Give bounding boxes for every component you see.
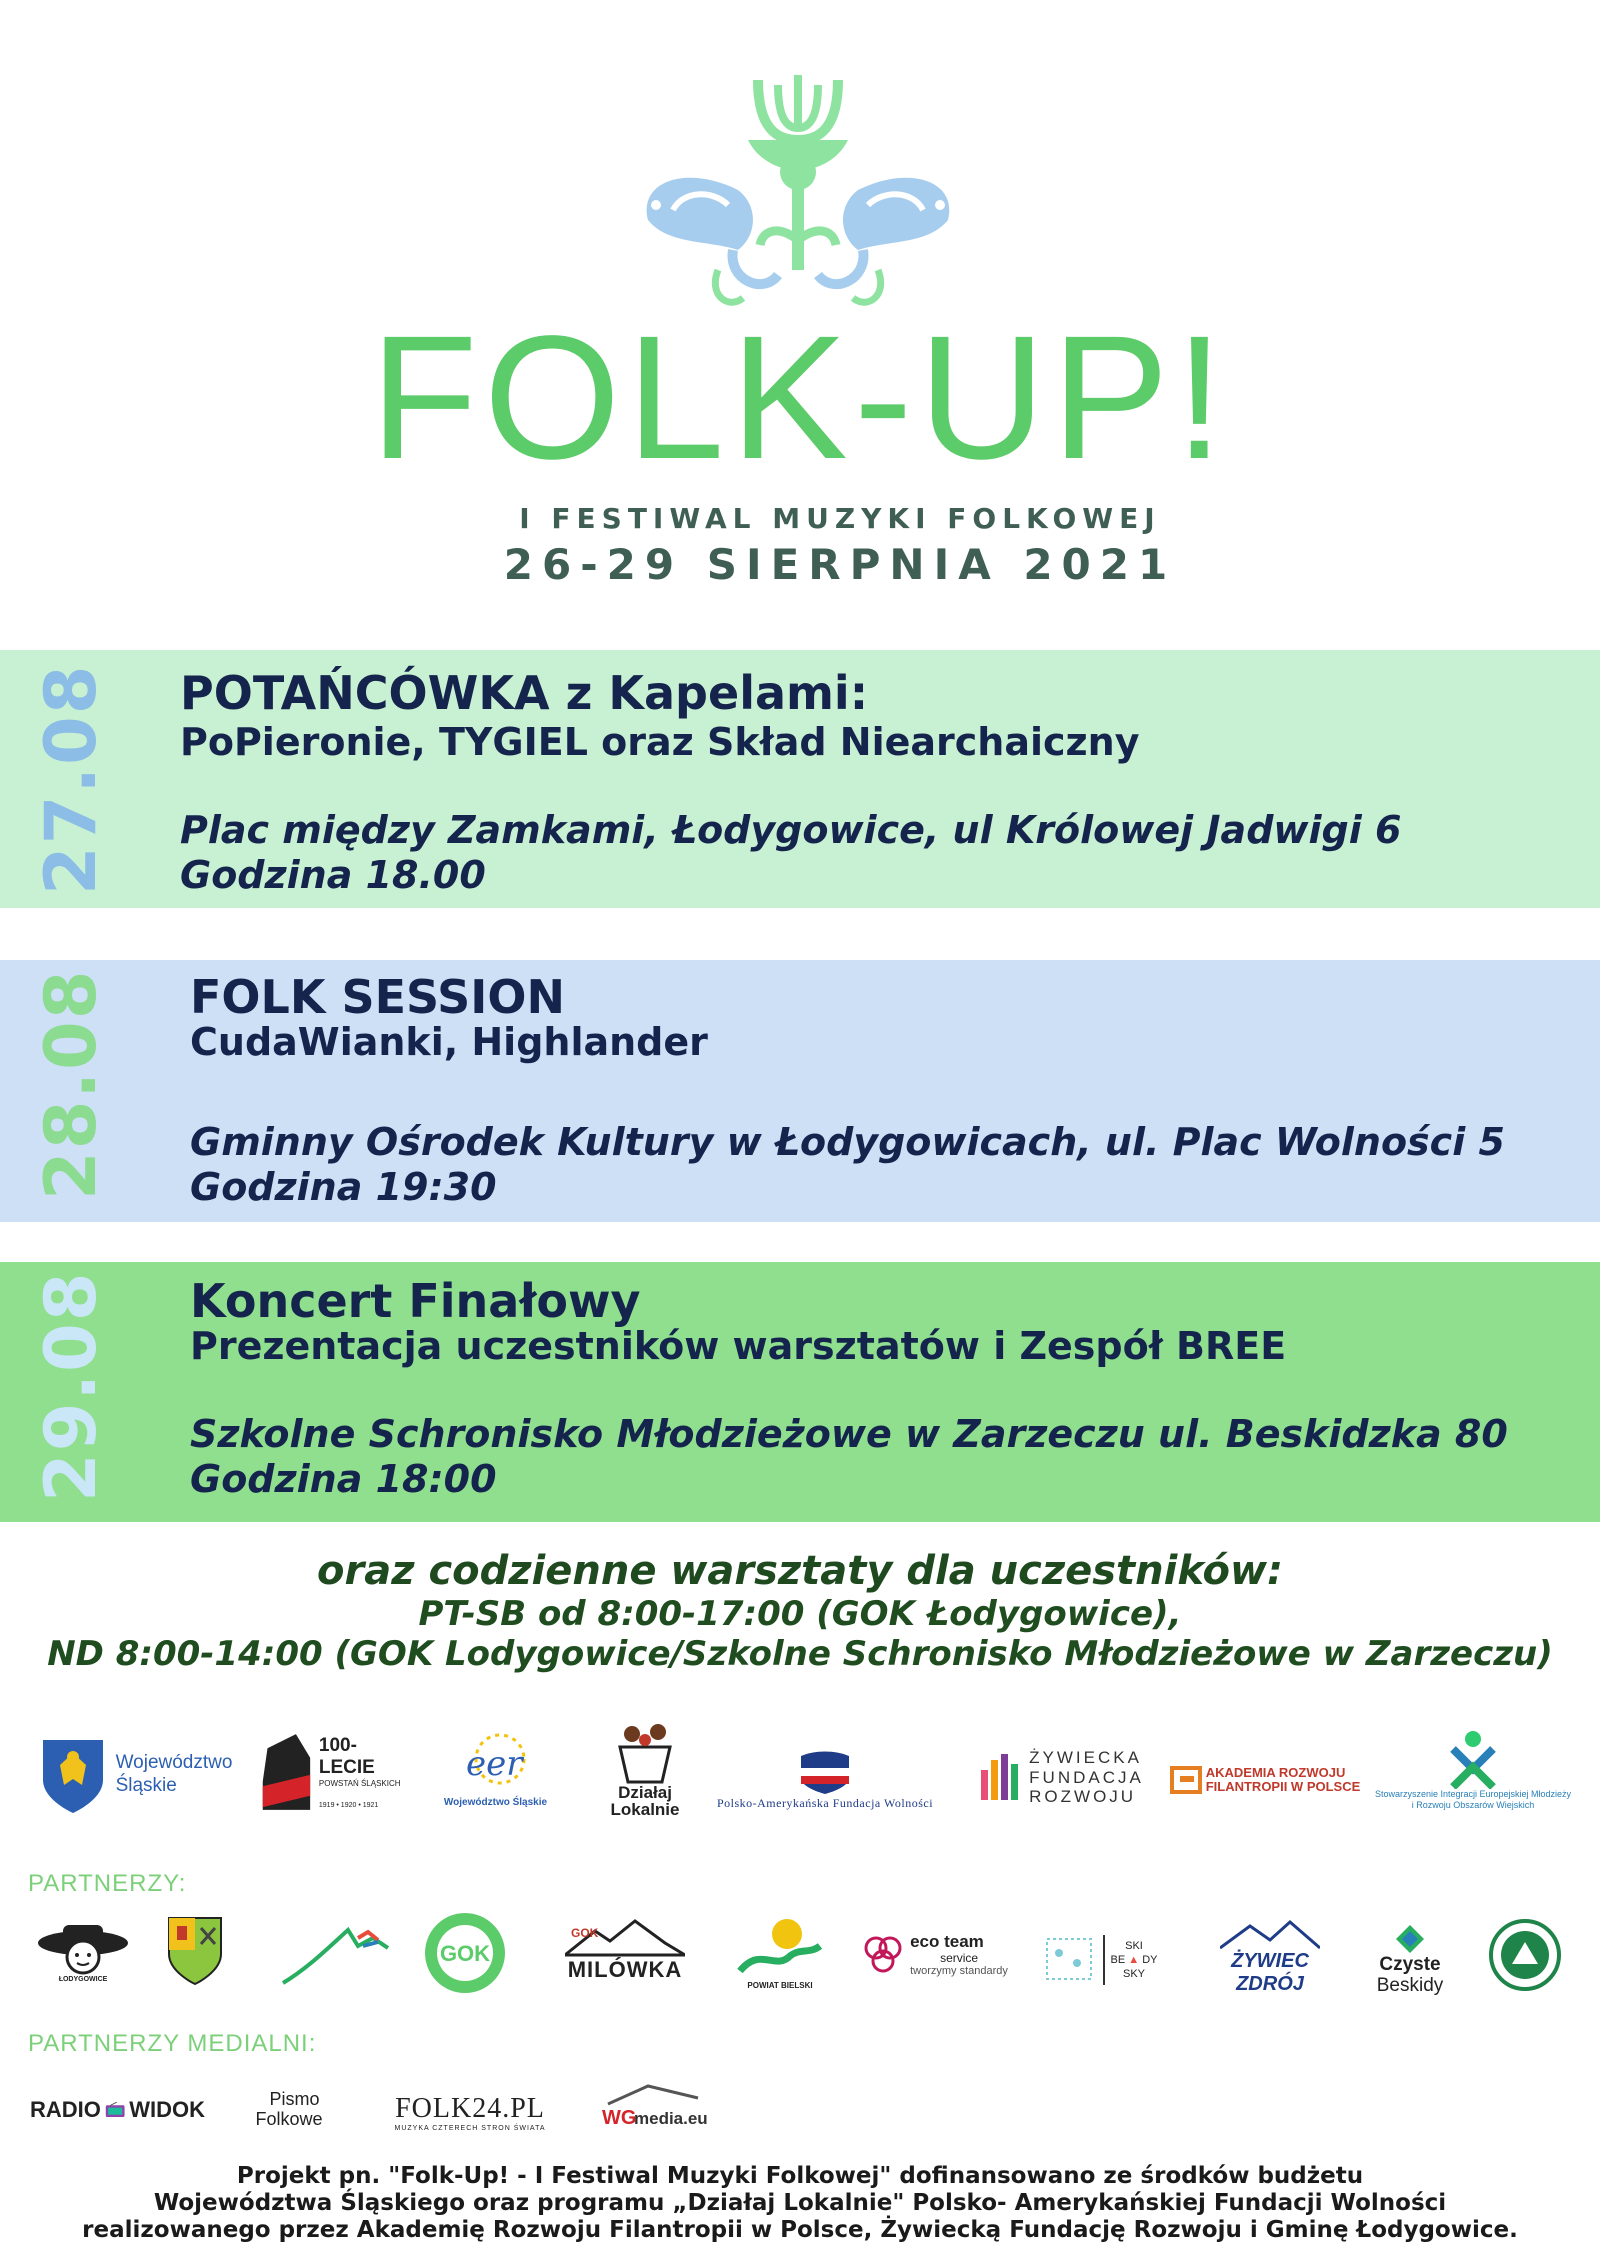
media-partners-label: PARTNERZY MEDIALNI: bbox=[28, 2030, 317, 2057]
logo-years: 1919 • 1920 • 1921 bbox=[318, 1802, 379, 1809]
logo-text: AKADEMIA ROZWOJU bbox=[1205, 1764, 1346, 1780]
logo-text: FILANTROPII W POLSCE bbox=[1205, 1779, 1361, 1794]
logo-text: Pismo bbox=[269, 2089, 320, 2110]
event-band-3 bbox=[0, 1262, 1600, 1522]
event-time: Godzina 19:30 bbox=[190, 1165, 497, 1209]
festival-subtitle: I FESTIWAL MUZYKI FOLKOWEJ bbox=[519, 502, 1161, 535]
logo-text: ŻYWIECKA bbox=[1029, 1748, 1142, 1768]
logo-text: RADIO bbox=[30, 2097, 101, 2122]
event-time: Godzina 18.00 bbox=[180, 853, 486, 897]
radio-icon bbox=[105, 2090, 125, 2130]
event-performers: CudaWianki, Highlander bbox=[190, 1020, 708, 1064]
logo-text: MILÓWKA bbox=[567, 1957, 683, 1982]
logo-text bbox=[1525, 1955, 1526, 1956]
logo-text: FUNDACJA bbox=[1029, 1767, 1144, 1787]
logo-text: DY bbox=[1142, 1953, 1158, 1966]
event-performers: PoPieronie, TYGIEL oraz Skład Niearchaiczny bbox=[180, 720, 1140, 764]
sun-hills-icon bbox=[735, 1916, 825, 1981]
logo-text: Działaj bbox=[618, 1782, 672, 1802]
logo-divider bbox=[1103, 1935, 1105, 1985]
workshops-schedule-weekdays: PT-SB od 8:00-17:00 (GOK Łodygowice), bbox=[418, 1594, 1182, 1634]
folk24-logo bbox=[385, 2085, 555, 2140]
sieroow-logo bbox=[1368, 1715, 1578, 1825]
logo-text: SKI bbox=[1125, 1939, 1143, 1952]
folk-ornament-icon bbox=[628, 70, 968, 310]
footer-line-1: Projekt pn. "Folk-Up! - I Festiwal Muzyki Folkowej" dofinansowano ze środków budżetu bbox=[236, 2163, 1364, 2189]
wojewodztwo-slaskie-logo bbox=[30, 1730, 240, 1820]
partners-label: PARTNERZY: bbox=[28, 1870, 187, 1897]
eco-knot-icon bbox=[862, 1934, 904, 1976]
workshops-title: oraz codzienne warsztaty dla uczestników: bbox=[317, 1548, 1283, 1594]
lasy-panstwowe-logo bbox=[1485, 1915, 1565, 1995]
eer-stars-icon bbox=[456, 1727, 536, 1797]
logo-text: ŁODYGOWICE bbox=[58, 1976, 108, 1983]
flowers-icon bbox=[610, 1722, 680, 1784]
event-band-1 bbox=[0, 650, 1600, 908]
gmina-coat-of-arms-logo bbox=[160, 1910, 230, 1990]
event-band-2 bbox=[0, 960, 1600, 1222]
mountain-swoosh-logo bbox=[275, 1915, 395, 1990]
logo-text: Polsko-Amerykańska Fundacja Wolności bbox=[716, 1795, 934, 1810]
logo-text: eco team bbox=[910, 1932, 984, 1952]
mountain-icon bbox=[278, 1918, 393, 1988]
festival-dates: 26-29 SIERPNIA 2021 bbox=[503, 540, 1177, 589]
logo-subtext: service bbox=[940, 1950, 979, 1965]
event-title: POTAŃCÓWKA z Kapelami: bbox=[180, 666, 869, 720]
workshops-schedule-sunday: ND 8:00-14:00 (GOK Lodygowice/Szkolne Schronisko Młodzieżowe w Zarzeczu) bbox=[47, 1634, 1553, 1674]
hat-face-icon bbox=[33, 1921, 133, 1976]
powiat-bielski-logo bbox=[730, 1905, 830, 2000]
arfp-mark-icon bbox=[1170, 1766, 1202, 1794]
radio-widok-logo bbox=[30, 2085, 205, 2135]
100-lecie-logo bbox=[258, 1722, 408, 1822]
flag-shield-icon bbox=[797, 1750, 853, 1796]
zywiecka-fundacja-logo bbox=[975, 1740, 1150, 1815]
logo-text: POWIAT BIELSKI bbox=[747, 1980, 813, 1990]
eco-team-logo bbox=[855, 1925, 1015, 1985]
wg-mark: WG bbox=[602, 2107, 637, 2129]
event-time: Godzina 18:00 bbox=[190, 1457, 497, 1501]
logo-subtext: MUZYKA CZTERECH STRON ŚWIATA bbox=[394, 2125, 546, 2132]
event-place: Plac między Zamkami, Łodygowice, ul Królowej Jadwigi 6 bbox=[180, 808, 1402, 852]
gok-bielsko-logo bbox=[420, 1908, 510, 1998]
logo-text: WIDOK bbox=[129, 2097, 205, 2122]
event-title: Koncert Finałowy bbox=[190, 1274, 641, 1328]
logo-subtext: Województwo Śląskie bbox=[443, 1796, 548, 1808]
gok-circle-icon bbox=[421, 1909, 509, 1997]
diamond-icon bbox=[1394, 1923, 1426, 1955]
lodygowice-logo bbox=[28, 1912, 138, 1992]
person-x-icon bbox=[1448, 1729, 1498, 1789]
logo-text: Folkowe bbox=[255, 2109, 323, 2129]
event-date: 27.08 bbox=[30, 663, 112, 895]
ski-chevron-icon: ▲ bbox=[1128, 1953, 1140, 1966]
logo-text: ROZWOJU bbox=[1029, 1787, 1137, 1807]
logo-text: Śląskie bbox=[115, 1775, 177, 1796]
wg-rest: media.eu bbox=[634, 2109, 708, 2128]
gok-small-mark: GOK bbox=[571, 1926, 599, 1940]
czyste-beskidy-logo bbox=[1360, 1915, 1460, 2005]
dzialaj-lokalnie-logo bbox=[600, 1712, 690, 1827]
logo-text: ŻYWIEC ZDRÓJ bbox=[1231, 1950, 1309, 1995]
event-place: Gminny Ośrodek Kultury w Łodygowicach, ul. Plac Wolności 5 bbox=[190, 1120, 1505, 1164]
logo-text: Lokalnie bbox=[610, 1799, 680, 1819]
event-date: 28.08 bbox=[30, 968, 112, 1200]
logo-text: Beskidy bbox=[1376, 1975, 1444, 1996]
milowka-logo bbox=[560, 1910, 690, 1990]
event-performers: Prezentacja uczestników warsztatów i Zespół BREE bbox=[190, 1324, 1287, 1368]
coat-of-arms-icon bbox=[165, 1914, 225, 1986]
logo-subtext: POWSTAŃ ŚLĄSKICH bbox=[318, 1779, 401, 1788]
logo-text: Województwo bbox=[115, 1752, 233, 1774]
eagle-shield-icon bbox=[38, 1735, 108, 1815]
footer-line-2: Województwa Śląskiego oraz programu „Działaj Lokalnie" Polsko- Amerykańskiej Fundacji Wolności bbox=[153, 2190, 1447, 2216]
milowka-mountains-icon bbox=[565, 1917, 685, 1957]
event-date: 29.08 bbox=[30, 1270, 112, 1502]
logo-text: BE bbox=[1110, 1953, 1126, 1966]
zywiec-zdroj-logo bbox=[1205, 1918, 1335, 1998]
pismo-folkowe-logo bbox=[232, 2085, 332, 2135]
wgmedia-logo bbox=[598, 2080, 718, 2140]
logo-text: FOLK24.PL bbox=[395, 2093, 545, 2124]
eer-mark: eer bbox=[465, 1743, 522, 1784]
logo-text: SKY bbox=[1122, 1968, 1145, 1981]
footer-line-3: realizowanego przez Akademię Rozwoju Filantropii w Polsce, Żywiecką Fundację Rozwoju i Gminę Łodygowice. bbox=[82, 2217, 1518, 2243]
event-title: FOLK SESSION bbox=[190, 970, 565, 1024]
logo-text: i Rozwoju Obszarów Wiejskich bbox=[1411, 1800, 1535, 1810]
logo-text: Stowarzyszenie Integracji Europejskiej Młodzieży bbox=[1374, 1789, 1572, 1800]
peaks-icon bbox=[1220, 1920, 1320, 1950]
logo-text: Czyste bbox=[1379, 1954, 1441, 1976]
eer-logo bbox=[428, 1712, 563, 1822]
pafw-logo bbox=[690, 1735, 960, 1825]
ski-be-dy-sky-logo bbox=[1030, 1925, 1170, 1995]
event-place: Szkolne Schronisko Młodzieżowe w Zarzeczu ul. Beskidzka 80 bbox=[190, 1412, 1508, 1456]
color-bars-icon bbox=[981, 1750, 1021, 1806]
gok-mark: GOK bbox=[439, 1941, 491, 1966]
logo-text: 100-LECIE bbox=[318, 1735, 375, 1778]
map-icon bbox=[1043, 1933, 1097, 1987]
festival-title: FOLK-UP! bbox=[370, 300, 1230, 496]
akademia-rozwoju-logo bbox=[1165, 1760, 1365, 1800]
logo-subtext: tworzymy standardy bbox=[910, 1964, 1008, 1977]
wg-roof-icon bbox=[598, 2080, 718, 2140]
insurgent-silhouette-icon bbox=[258, 1727, 315, 1817]
